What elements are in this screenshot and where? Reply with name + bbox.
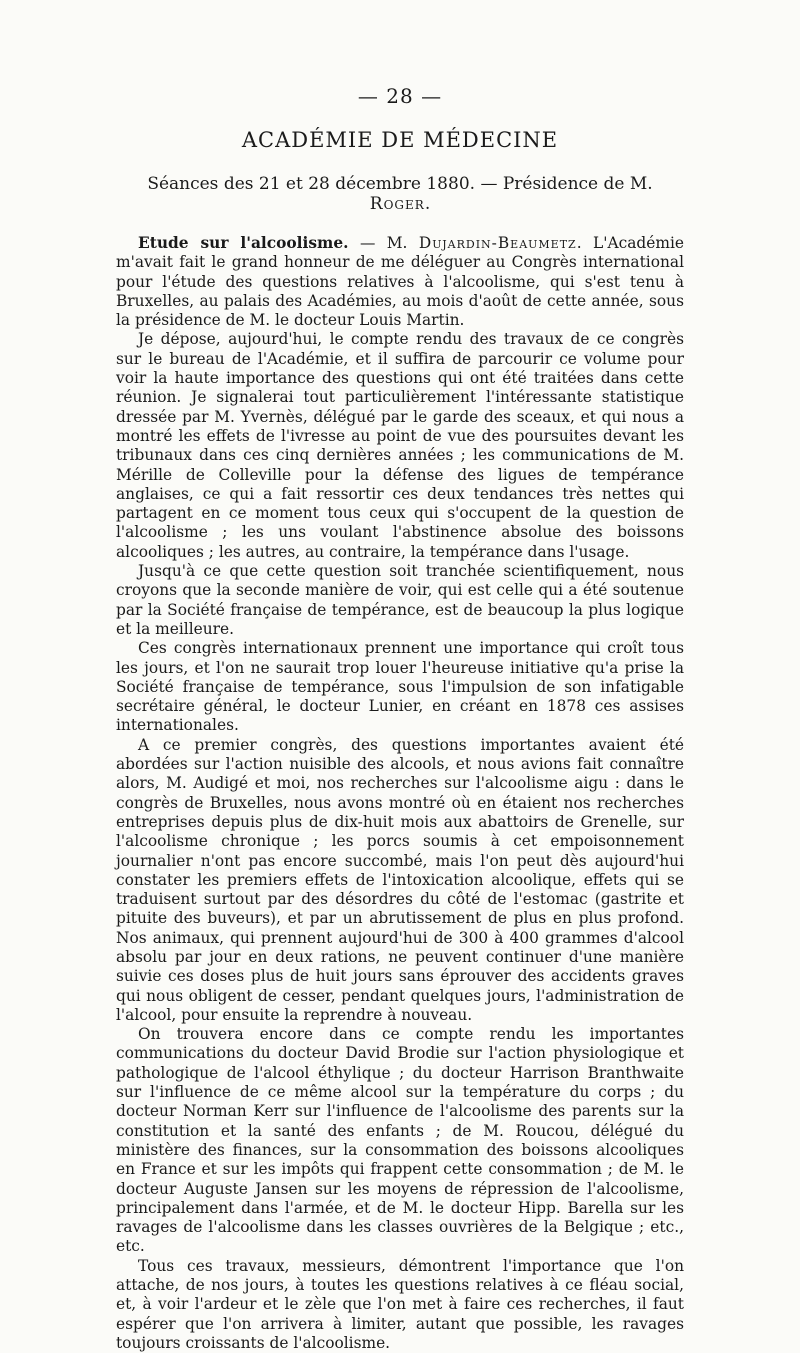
page-number: — 28 — <box>357 84 443 108</box>
president-name: Roger <box>369 194 425 214</box>
paragraph-4: Ces congrès internationaux prennent une importance qui croît tous les jours, et l'on ne saurait trop louer l'heureuse initiative qu'a prise la Société française de tempérance, sous l'impulsion de son infatigable secrétaire général, le docteur Lunier, en créant en 1878 ces assises internationales. <box>116 639 684 735</box>
article-author: Dujardin-Beaumetz <box>418 234 577 252</box>
title-dash: — M. <box>348 234 419 252</box>
page-heading: ACADÉMIE DE MÉDECINE <box>241 128 559 152</box>
paragraph-3: Jusqu'à ce que cette question soit tranchée scientifiquement, nous croyons que la seconde manière de voir, qui est celle qui a été soutenue par la Société française de tempérance, est de beaucoup la plus logique et la meilleure. <box>116 562 684 638</box>
paragraph-7: Tous ces travaux, messieurs, démontrent l'importance que l'on attache, de nos jours, à toutes les questions relatives à ce fléau social, et, à voir l'ardeur et le zèle que l'on met à faire ces recherches, il faut espérer que l'on arrivera à limiter, autant que possible, les ravages toujours croissants de l'alcoolisme. <box>116 1256 684 1352</box>
paragraph-1 <box>116 234 684 330</box>
paragraph-2: Je dépose, aujourd'hui, le compte rendu des travaux de ce congrès sur le bureau de l'Académie, et il suffira de parcourir ce volume pour voir la haute importance des questions qui ont été traitées dans cette réunion. Je signalerai tout particulièrement l'intéressante statistique dressée par M. Yvernès, délégué par le garde des sceaux, et qui nous a montré les effets de l'ivresse au point de vue des poursuites devant les tribunaux dans ces cinq dernières années ; les communications de M. Mérille de Colleville pour la défense des ligues de tempérance anglaises, ce qui a fait ressortir ces deux tendances très nettes qui partagent en ce moment tous ceux qui s'occupent de la question de l'alcoolisme ; les uns voulant l'abstinence absolue des boissons alcooliques ; les autres, au contraire, la tempérance dans l'usage. <box>116 330 684 561</box>
session-line <box>116 174 684 214</box>
session-prefix: Séances des 21 et 28 décembre 1880. — Présidence de M. <box>147 174 653 194</box>
paragraph-text: . L'Académie m'avait fait le grand honneur de me déléguer au Congrès international pour l'étude des questions relatives à l'alcoolisme, qui s'est tenu à Bruxelles, au palais des Académies, au mois d'août de cette année, sous la présidence de M. le docteur Louis Martin. <box>116 234 685 330</box>
session-suffix: . <box>424 194 431 214</box>
paragraph-5: A ce premier congrès, des questions importantes avaient été abordées sur l'action nuisible des alcools, et nous avions fait connaître alors, M. Audigé et moi, nos recherches sur l'alcoolisme aigu : dans le congrès de Bruxelles, nous avons montré où en étaient nos recherches entreprises depuis plus de dix-huit mois aux abattoirs de Grenelle, sur l'alcoolisme chronique ; les porcs soumis à cet empoisonnement journalier n'ont pas encore succombé, mais l'on peut dès aujourd'hui constater les premiers effets de l'intoxication alcoolique, effets qui se traduisent surtout par des désordres du côté de l'estomac (gastrite et pituite des buveurs), et par un abrutissement de plus en plus profond. Nos animaux, qui prennent aujourd'hui de 300 à 400 grammes d'alcool absolu par jour en deux rations, ne peuvent continuer d'une manière suivie ces doses plus de huit jours sans éprouver des accidents graves qui nous obligent de cesser, pendant quelques jours, l'administration de l'alcool, pour ensuite la reprendre à nouveau. <box>116 735 684 1024</box>
article-title: Etude sur l'alcoolisme. <box>138 234 349 252</box>
paragraph-6: On trouvera encore dans ce compte rendu les importantes communications du docteur David Brodie sur l'action physiologique et pathologique de l'alcool éthylique ; du docteur Harrison Branthwaite sur l'influence de ce même alcool sur la température du corps ; du docteur Norman Kerr sur l'influence de l'alcoolisme des parents sur la constitution et la santé des enfants ; de M. Roucou, délégué du ministère des finances, sur la consommation des boissons alcooliques en France et sur les impôts qui frappent cette consommation ; de M. le docteur Auguste Jansen sur les moyens de répression de l'alcoolisme, principalement dans l'armée, et de M. le docteur Hipp. Barella sur les ravages de l'alcoolisme dans les classes ouvrières de la Belgique ; etc., etc. <box>116 1025 684 1256</box>
